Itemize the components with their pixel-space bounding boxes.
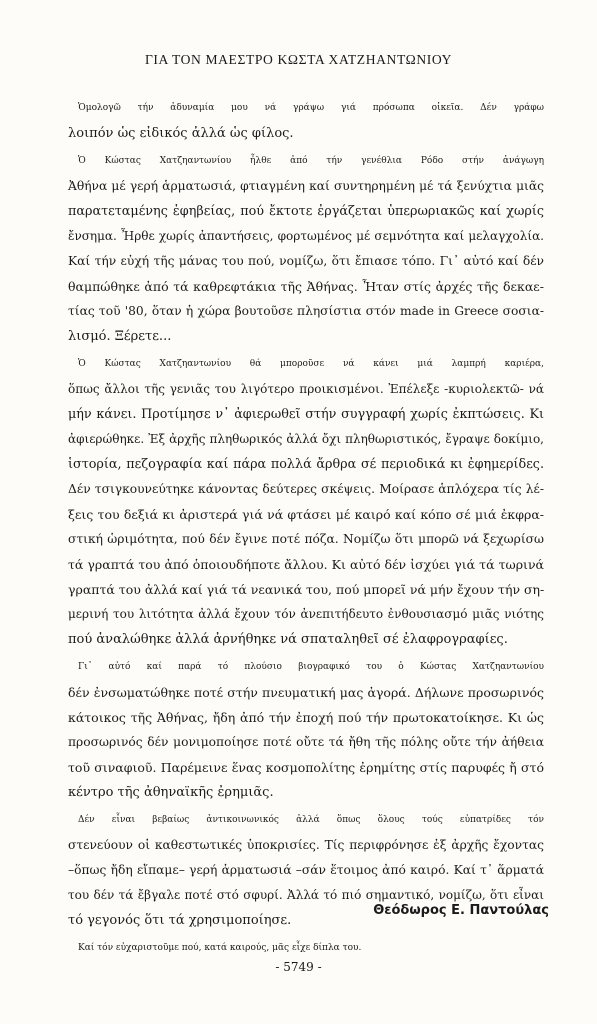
text-line: τά γραπτά του ἀπό ὁποιουδήποτε ἄλλου. Κι αὐτό δέν ἰσχύει γιά τά τωρινά bbox=[68, 557, 544, 572]
text-line: λισμό. Ξέρετε... bbox=[68, 329, 172, 344]
document-title: ΓΙΑ ΤΟΝ ΜΑΕΣΤΡΟ ΚΩΣΤΑ ΧΑΤΖΗΑΝΤΩΝΙΟΥ bbox=[144, 52, 453, 67]
text-line: ξεις του δεξιά κι ἀριστερά γιά νά φτάσει μέ καιρό καί κόπο σέ μιά ἐκφρα- bbox=[68, 507, 544, 522]
paragraph bbox=[60, 149, 544, 349]
text-line: τίας τοῦ '80, ὅταν ἡ χώρα βουτοῦσε πλησίστια στόν made in Greece σοσια- bbox=[68, 304, 544, 318]
text-line: τό γεγονός ὅτι τά χρησιμοποίησε. bbox=[68, 913, 292, 928]
text-line: μερινή του λιτότητα ἀλλά ἔχουν τόν ἀνεπιτήδευτο ἐνθουσιασμό μιᾶς νιότης bbox=[68, 607, 544, 621]
text-line: στική ὡριμότητα, πού δέν ἔγινε ποτέ πόζα. Νομίζω ὅτι μπορῶ νά ξεχωρίσω bbox=[68, 532, 544, 546]
text-line: κέντρο τῆς ἀθηναϊκῆς ἐρημιᾶς. bbox=[68, 785, 274, 800]
text-line: γραπτά του ἀλλά καί γιά τά νεανικά του, πού μπορεῖ νά μήν ἔχουν τήν ση- bbox=[68, 582, 545, 597]
text-line: ἔνσημα. Ἦρθε χωρίς ἀπαντήσεις, φορτωμένος μέ σεμνότητα καί μελαγχολία. bbox=[68, 229, 544, 243]
text-line: Ὁ Κώστας Χατζηαντωνίου ἦλθε ἀπό τήν γενέθλια Ρόδο στήν ἀνάγωγη bbox=[78, 156, 544, 166]
text-line: Δέν εἶναι βεβαίως ἀντικοινωνικός ἀλλά ὅπως ὅλους τούς εὐπατρίδες τόν bbox=[78, 815, 544, 825]
text-line: ὅπως ἄλλοι τῆς γενιᾶς του λιγότερο προικισμένοι. Ἐπέλεξε -κυριολεκτῶ- νά bbox=[68, 382, 544, 396]
text-line: Ὁμολογῶ τήν ἀδυναμία μου νά γράψω γιά πρόσωπα οἰκεῖα. Δέν γράφω bbox=[78, 103, 544, 113]
text-line: πού ἀναλώθηκε ἀλλά ἀρνήθηκε νά σπαταληθεῖ σέ ἐλαφρογραφίες. bbox=[68, 632, 508, 647]
text-line: του δέν τά ἔβγαλε ποτέ στό σφυρί. Ἀλλά τό πιό σημαντικό, νομίζω, ὅτι εἶναι bbox=[68, 888, 544, 902]
text-line: ἱστορία, πεζογραφία καί πάρα πολλά ἄρθρα σέ περιοδικά κι ἐφημερίδες. bbox=[68, 457, 544, 472]
text-line: στενεύουν οἱ καθεστωτικές ὑποκρισίες. Τίς περιφρόνησε ἐξ ἀρχῆς ἔχοντας bbox=[68, 838, 544, 852]
paragraph bbox=[60, 655, 544, 805]
text-line: –ὅπως ἤδη εἴπαμε– γερή ἁρματωσιά –σάν ἕτοιμος ἀπό καιρό. Καί τ᾽ ἅρματά bbox=[68, 863, 544, 877]
text-line: τοῦ σιναφιοῦ. Παρέμεινε ἕνας κοσμοπολίτης ἐρημίτης στίς παρυφές ἤ στό bbox=[68, 760, 544, 775]
text-line: δέν ἐνσωματώθηκε ποτέ στήν πνευματική μας ἀγορά. Δήλωνε προσωρινός bbox=[68, 685, 544, 700]
text-line: Καί τόν εὐχαριστοῦμε πού, κατά καιρούς, μᾶς εἶχε δίπλα του. bbox=[78, 943, 362, 953]
text-line: Ὁ Κώστας Χατζηαντωνίου θά μποροῦσε νά κάνει μιά λαμπρή καριέρα, bbox=[78, 359, 544, 369]
text-line: λοιπόν ὡς εἰδικός ἀλλά ὡς φίλος. bbox=[68, 126, 294, 141]
paragraph bbox=[60, 352, 544, 652]
text-line: ἀφιερώθηκε. Ἐξ ἀρχῆς πληθωρικός ἀλλά ὄχι πληθωριστικός, ἔγραψε δοκίμιο, bbox=[68, 432, 544, 446]
text-line: Γι᾽ αὐτό καί παρά τό πλούσιο βιογραφικό του ὁ Κώστας Χατζηαντωνίου bbox=[78, 662, 544, 672]
paragraph bbox=[60, 936, 544, 961]
text-line: προσωρινός δέν μονιμοποίησε ποτέ οὔτε τά ἤθη τῆς πόλης οὔτε τήν ἀήθεια bbox=[68, 735, 544, 749]
page-number: - 5749 - bbox=[275, 960, 322, 974]
text-line: μήν κάνει. Προτίμησε ν᾽ ἀφιερωθεῖ στήν συγγραφή χωρίς ἐκπτώσεις. Κι bbox=[68, 407, 544, 422]
author-signature: Θεόδωρος Ε. Παντούλας bbox=[373, 903, 549, 918]
text-line: Ἀθήνα μέ γερή ἁρματωσιά, φτιαγμένη καί συντηρημένη μέ τά ξενύχτια μιᾶς bbox=[68, 179, 544, 193]
paragraph bbox=[60, 96, 544, 146]
article-body bbox=[60, 96, 544, 964]
text-line: Καί τήν εὐχή τῆς μάνας του πού, νομίζω, ὅτι ἔπιασε τόπο. Γι᾽ αὐτό καί δέν bbox=[68, 254, 544, 268]
text-line: θαμπώθηκε ἀπό τά καθρεφτάκια τῆς Ἀθήνας. Ἦταν στίς ἀρχές τῆς δεκαε- bbox=[68, 279, 544, 294]
text-line: Δέν τσιγκουνεύτηκε κάνοντας δεύτερες σκέψεις. Μοίρασε ἁπλόχερα τίς λέ- bbox=[68, 482, 544, 496]
text-line: κάτοικος τῆς Ἀθήνας, ἤδη ἀπό τήν ἐποχή πού τήν πρωτοκατοίκησε. Κι ὡς bbox=[68, 710, 544, 725]
text-line: παρατεταμένης ἐφηβείας, πού ἔκτοτε ἐργάζεται ὑπερωριακῶς καί χωρίς bbox=[68, 204, 544, 219]
